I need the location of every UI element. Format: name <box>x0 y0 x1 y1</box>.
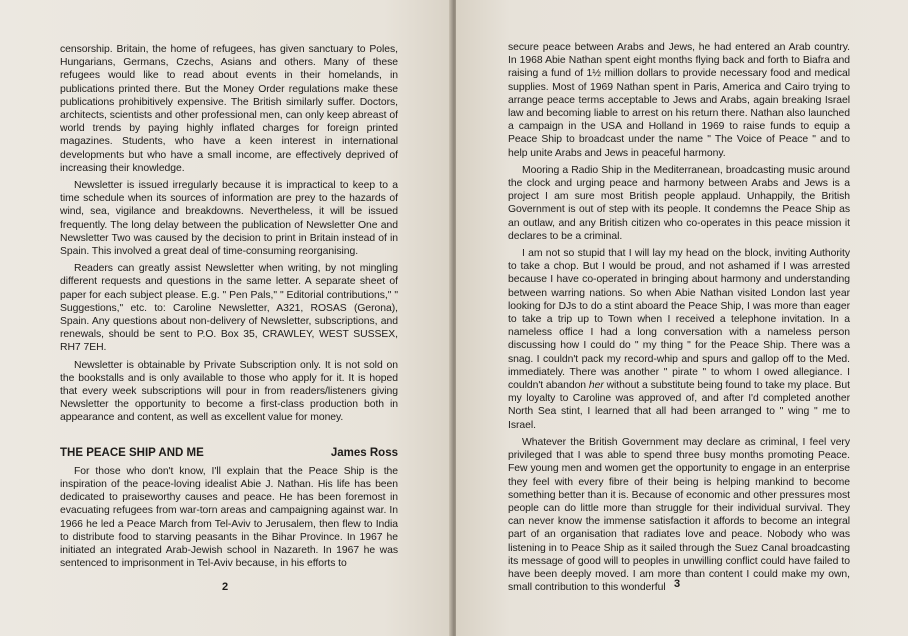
paragraph: secure peace between Arabs and Jews, he had entered an Arab country. In 1968 Abie Nathan spent eight months flying back and forth to Biafra and raising a fund of 1½ million dollars to provide necessary food and medical supplies. Most of 1969 Nathan spent in Paris, America and Cairo trying to arrange peace terms acceptable to Jews and Arabs, again breaking Israel law and becoming liable to arrest on his return there. Nathan also launched a campaign in the USA and Holland in 1969 to raise funds to equip a Peace Ship to broadcast under the name " The Voice of Peace " and to help unite Arabs and Jews in peaceful harmony. <box>508 42 850 159</box>
paragraph <box>508 247 850 432</box>
page-number: 2 <box>222 581 229 593</box>
right-text-column <box>508 41 850 594</box>
left-text-column <box>60 43 398 570</box>
paragraph: Newsletter is obtainable by Private Subscription only. It is not sold on the bookstalls and is only available to those who apply for it. It is hoped that every week subscriptions will pour in from readers/listeners giving Newsletter the opportunity to become a first-class production both in appearance and content, as well as excellent value for money. <box>60 359 398 424</box>
article-title: THE PEACE SHIP AND ME <box>60 446 204 459</box>
paragraph-text: I am not so stupid that I will lay my head on the block, inviting Authority to take a chop. But I would be proud, and not ashamed if I was arrested because I have co-operated in bringing about harmony and understanding between warring nations. So when Abie Nathan visited London last year looking for DJs to do a stint aboard the Peace Ship, I was more than eager to take a trip up to Town when I received a telephone invitation. In a nameless office I had a long conversation with a nameless person discussing how I could do " my thing " for the Peace Ship. There was a snag. I couldn't pack my record-whip and spurs and gallop off to the Med. immediately. There was another " pirate " to whom I owed allegiance. I couldn't abandon <box>508 248 850 392</box>
page-number: 3 <box>674 578 681 590</box>
paragraph: Newsletter is issued irregularly because it is impractical to keep to a time schedule when its sources of information are prey to the hazards of wind, sea, vigilance and breakdowns. Nevertheless, it will be issued frequently. The long delay between the publication of Newsletter One and Newsletter Two was caused by the decision to print in Britain instead of in Spain. This involved a great deal of time-consuming reorganising. <box>60 180 398 258</box>
article-author: James Ross <box>330 446 398 459</box>
paragraph: censorship. Britain, the home of refugees, has given sanctuary to Poles, Hungarians, Germans, Czechs, Asians and others. Many of these refugees would like to read about events in their homelands, in publications printed there. But the Money Order regulations make these publications prohibitively expensive. The British similarly suffer. Doctors, architects, scientists and other professional men, can only keep abreast of world trends by paying highly inflated charges for foreign printed magazines. Students, who have a keen interest in international developments but who have a small income, are effectively deprived of increasing their knowledge. <box>60 44 398 174</box>
italic-word: her <box>588 380 604 392</box>
paragraph-text: without a substitute being found to take my place. But my loyalty to Caroline was approved of, and after I'd completed another North Sea stint, I learned that all had been arranged to " wing " me to Israel. <box>508 380 850 431</box>
article-heading <box>60 447 398 459</box>
right-page <box>456 0 908 636</box>
paragraph: Readers can greatly assist Newsletter when writing, by not mingling different requests and questions in the same letter. A separate sheet of paper for each subject please. E.g. " Pen Pals," " Editorial contributions," " Suggestions," etc. to: Caroline Newsletter, A321, ROSAS (Gerona), Spain. Any questions about non-delivery of Newsletter, subscriptions, and renewals, should be sent to P.O. Box 35, CRAWLEY, WEST SUSSEX, RH7 7EH. <box>60 263 398 354</box>
paragraph: For those who don't know, I'll explain that the Peace Ship is the inspiration of the peace-loving idealist Abie J. Nathan. His life has been dedicated to praiseworthy causes and peace. He has been foremost in evacuating refugees from war-torn areas and campaigning against war. In 1966 he led a Peace March from Tel-Aviv to Jerusalem, then flew to India to distribute food to starving peasants in the Bihar Province. In 1967 he initiated an integrated Arab-Jewish school in Nazareth. In 1967 he was sentenced to imprisonment in Tel-Aviv because, in his efforts to <box>60 465 398 570</box>
paragraph: Mooring a Radio Ship in the Mediterranean, broadcasting music around the clock and urging peace and harmony between Arabs and Jews is a project I am sure most British people applaud. Unhappily, the British Government is out of step with its people. It condemns the Peace Ship as an outlaw, and any British citizen who co-operates in this peace mission it declares to be a criminal. <box>508 164 850 242</box>
paragraph: Whatever the British Government may declare as criminal, I feel very privileged that I was able to spend three busy months promoting Peace. Few young men and women get the opportunity to engage in an enterprise they feel with every fibre of their being is helping mankind to become something better than it is. Because of economic and other pressures most people can do little more than struggle for their individual survival. They can never know the immense satisfaction it affords to become an integral part of an organisation that radiates love and peace. Nobody who was listening in to Peace Ship as it sailed through the Suez Canal broadcasting its message of good will to peoples in unwilling conflict could have failed to have been deeply moved. I am more than content I could make my own, small contribution to this wonderful <box>508 436 850 594</box>
left-page <box>0 0 452 636</box>
